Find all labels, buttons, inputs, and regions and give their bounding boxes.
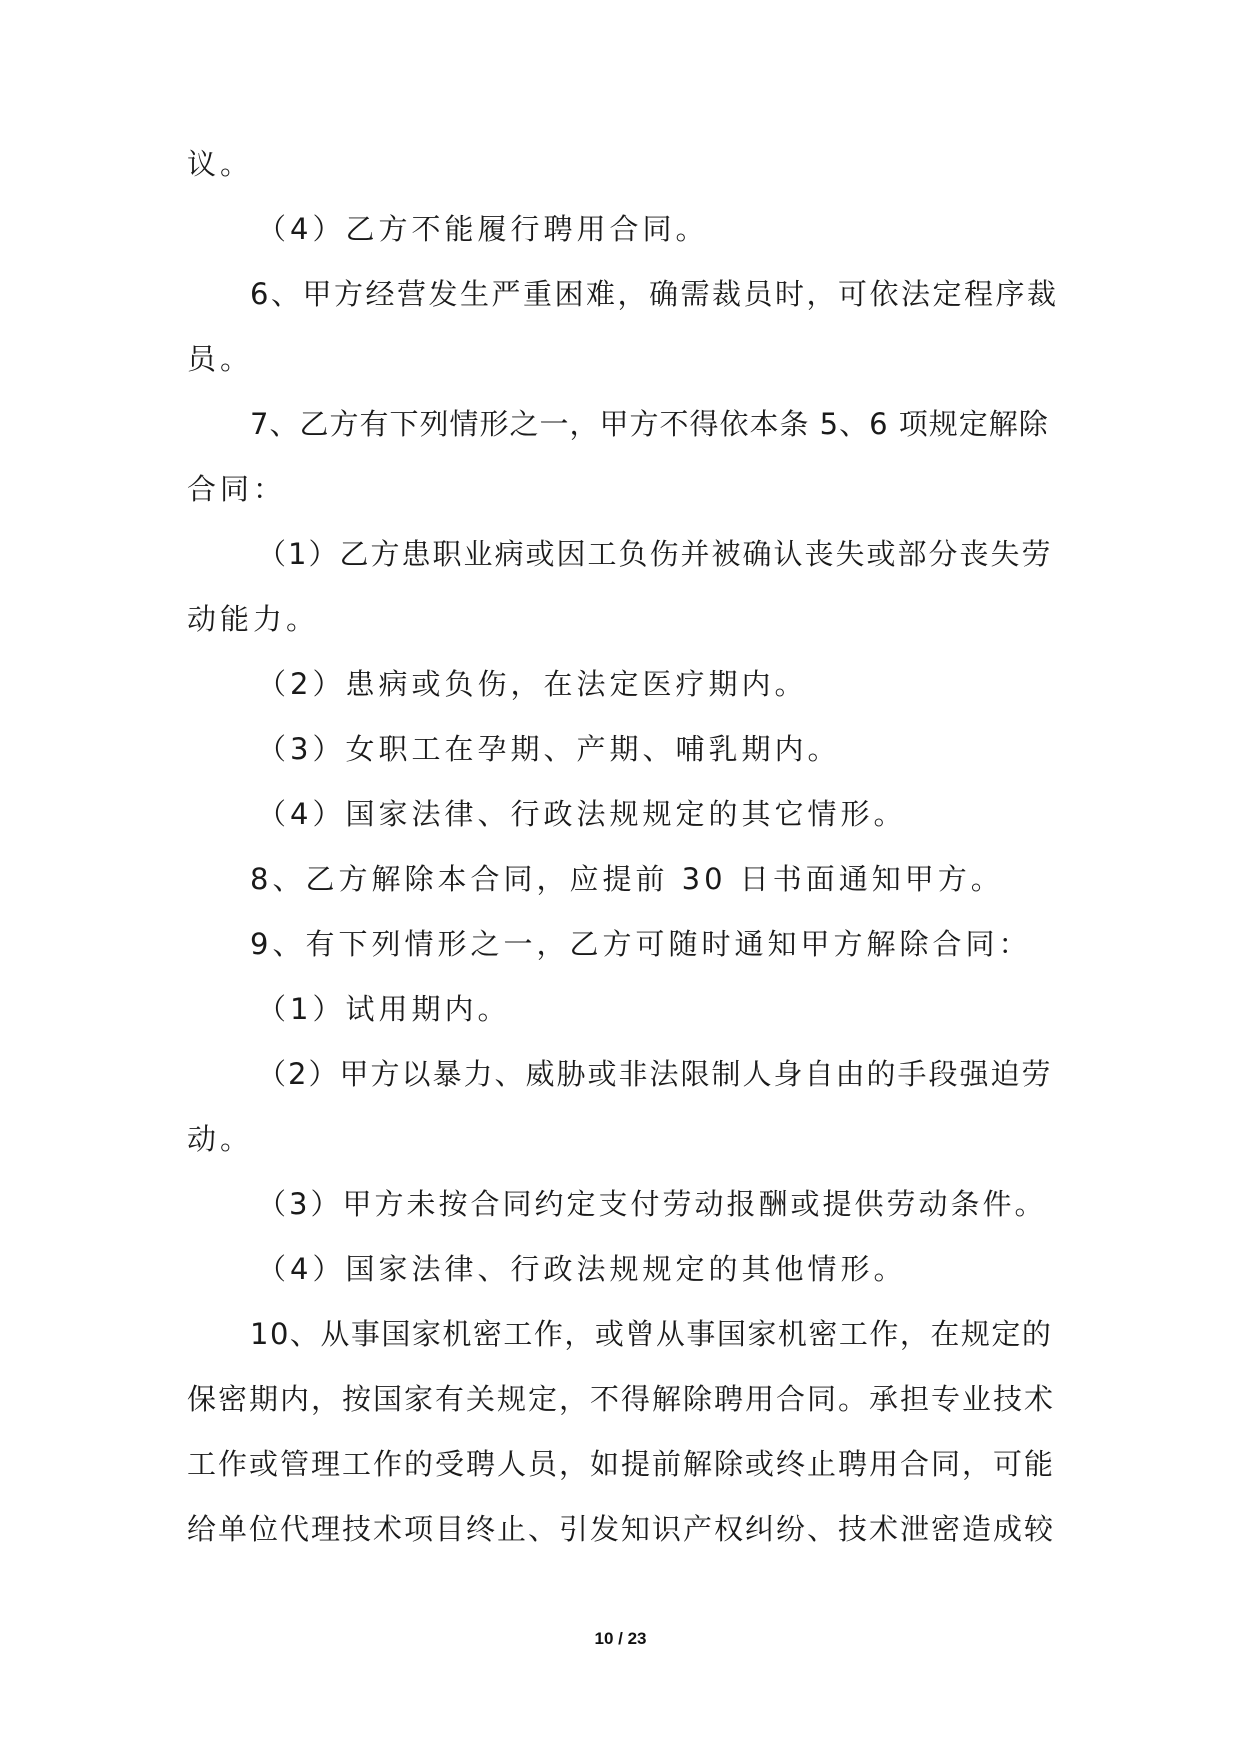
text-line: （1）试用期内。 <box>257 992 511 1026</box>
text-line: （2）患病或负伤，在法定医疗期内。 <box>257 667 808 701</box>
text-line: （4）乙方不能履行聘用合同。 <box>257 212 709 246</box>
text-line: 10、从事国家机密工作，或曾从事国家机密工作，在规定的 <box>250 1317 1053 1351</box>
text-line: 议。 <box>187 147 254 181</box>
text-line: 动。 <box>187 1122 254 1156</box>
text-line: （1）乙方患职业病或因工负伤并被确认丧失或部分丧失劳 <box>257 537 1053 571</box>
text-line: 7、乙方有下列情形之一，甲方不得依本条 5、6 项规定解除 <box>250 407 1049 441</box>
text-line: 合同： <box>187 472 287 506</box>
text-line: （3）女职工在孕期、产期、哺乳期内。 <box>257 732 841 766</box>
text-line: 9、有下列情形之一，乙方可随时通知甲方解除合同： <box>250 927 1032 961</box>
text-line: （2）甲方以暴力、威胁或非法限制人身自由的手段强迫劳 <box>257 1057 1053 1091</box>
text-line: 给单位代理技术项目终止、引发知识产权纠纷、技术泄密造成较 <box>187 1512 1056 1546</box>
page-number: 10 / 23 <box>594 1629 647 1648</box>
text-line: 工作或管理工作的受聘人员，如提前解除或终止聘用合同，可能 <box>187 1447 1056 1481</box>
text-line: 保密期内，按国家有关规定，不得解除聘用合同。承担专业技术 <box>187 1382 1056 1416</box>
text-line: 6、甲方经营发生严重困难，确需裁员时，可依法定程序裁 <box>250 277 1059 311</box>
text-line: 员。 <box>187 342 254 376</box>
text-line: 8、乙方解除本合同，应提前 30 日书面通知甲方。 <box>250 862 1004 896</box>
text-line: （4）国家法律、行政法规规定的其他情形。 <box>257 1252 907 1286</box>
text-line: 动能力。 <box>187 602 320 636</box>
text-line: （3）甲方未按合同约定支付劳动报酬或提供劳动条件。 <box>257 1187 1047 1221</box>
text-line: （4）国家法律、行政法规规定的其它情形。 <box>257 797 907 831</box>
